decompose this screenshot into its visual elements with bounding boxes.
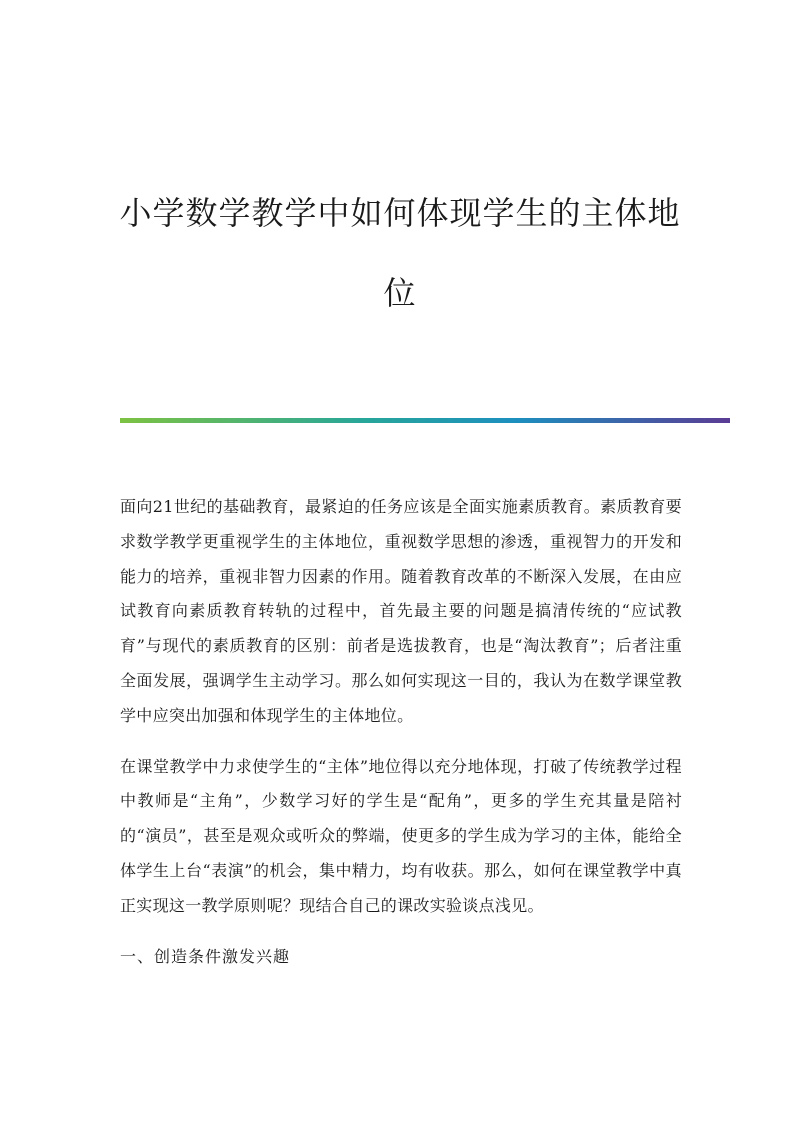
paragraph-1: 面向21世纪的基础教育，最紧迫的任务应该是全面实施素质教育。素质教育要求数学教学更重视学生的主体地位，重视数学思想的渗透，重视智力的开发和能力的培养，重视非智力因素的作用。随着教育改革的不断深入发展，在由应试教育向素质教育转轨的过程中，首先最主要的问题是搞清传统的“应试教育”与现代的素质教育的区别：前者是选拔教育，也是“淘汰教育”；后者注重全面发展，强调学生主动学习。那么如何实现这一目的，我认为在数学课堂教学中应突出加强和体现学生的主体地位。: [120, 497, 682, 725]
paragraph-2: 在课堂教学中力求使学生的“主体”地位得以充分地体现，打破了传统教学过程中教师是“主角”，少数学习好的学生是“配角”，更多的学生充其量是陪衬的“演员”，甚至是观众或听众的弊端，使更多的学生成为学习的主体，能给全体学生上台“表演”的机会，集中精力，均有收获。那么，如何在课堂教学中真正实现这一教学原则呢？现结合自己的课改实验谈点浅见。: [120, 756, 682, 915]
document-title-line-1: 小学数学教学中如何体现学生的主体地: [119, 194, 681, 232]
title-divider: [120, 418, 730, 423]
document-body: [120, 490, 682, 974]
document-title-line-2: 位: [383, 274, 417, 312]
section-heading: 一、创造条件激发兴趣: [120, 946, 291, 966]
